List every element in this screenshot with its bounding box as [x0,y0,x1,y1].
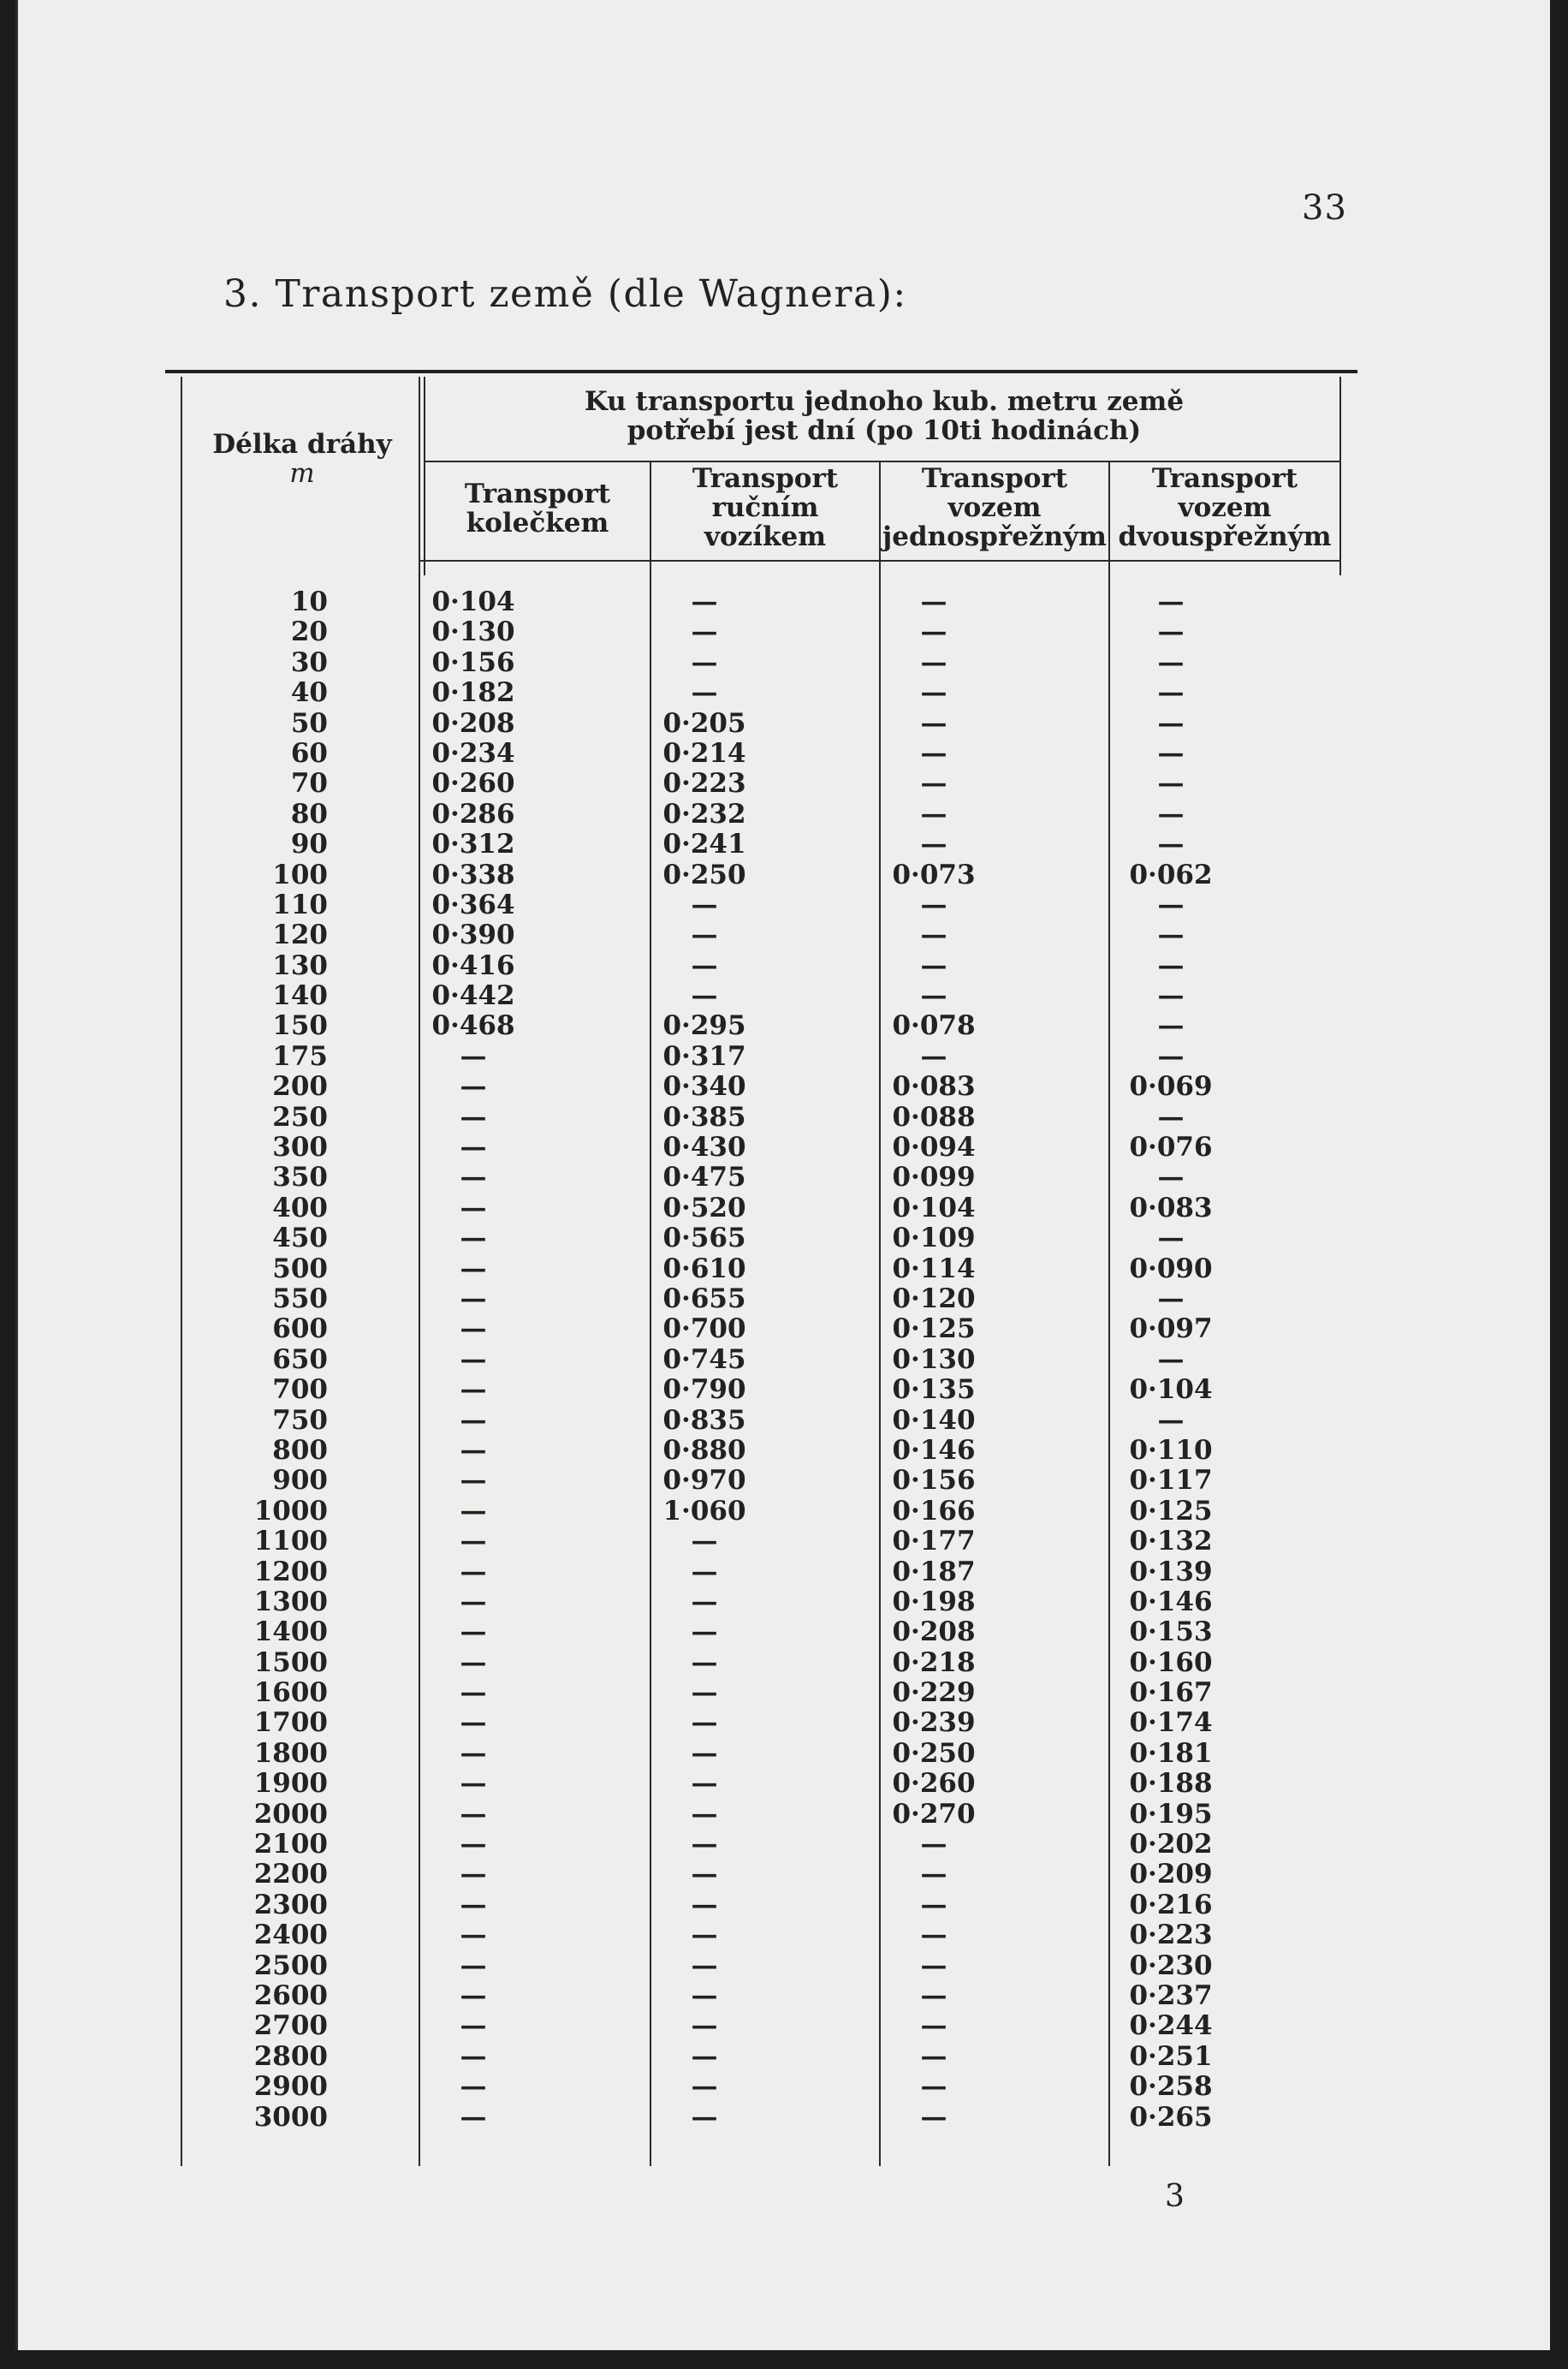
length-cell: 50 [290,707,328,739]
vozikem-cell: 0·340 [662,1071,746,1103]
jednosprezny-cell: — [920,980,947,1012]
dvousprezny-cell: 0·104 [1129,1374,1213,1406]
kolecka-cell: — [460,1495,487,1527]
dvousprezny-cell: 0·076 [1129,1132,1213,1164]
vozikem-cell: — [691,1768,718,1800]
length-cell: 2700 [253,2010,328,2042]
length-cell: 2900 [253,2071,328,2103]
jednosprezny-cell: 0·114 [892,1253,976,1284]
length-cell: 500 [272,1253,328,1284]
document-page [15,0,1550,2350]
length-cell: 80 [290,798,328,830]
jednosprezny-cell: — [920,616,947,648]
header-col-vozikem-line2: ručním [711,492,819,523]
dvousprezny-cell: — [1157,616,1185,648]
dvousprezny-cell: 0·097 [1129,1313,1213,1345]
length-cell: 1300 [253,1586,328,1617]
jednosprezny-cell: — [920,677,947,709]
column-divider-length-double [424,377,425,575]
dvousprezny-cell: 0·202 [1129,1829,1213,1860]
header-col-jednosprezny-line3: jednospřežným [882,521,1107,552]
jednosprezny-cell: — [920,1920,947,1951]
jednosprezny-cell: — [920,586,947,617]
jednosprezny-cell: 0·260 [892,1768,976,1800]
length-cell: 100 [272,859,328,890]
dvousprezny-cell: — [1157,920,1185,951]
dvousprezny-cell: 0·160 [1129,1646,1213,1678]
vozikem-cell: — [691,2010,718,2042]
section-title: 3. Transport země (dle Wagnera): [223,272,907,316]
length-cell: 2600 [253,1979,328,2011]
kolecka-cell: — [460,1465,487,1497]
length-cell: 1400 [253,1616,328,1648]
jednosprezny-cell: 0·156 [892,1465,976,1497]
dvousprezny-cell: — [1157,798,1185,830]
length-cell: 600 [272,1313,328,1345]
table-top-rule [165,370,1357,373]
header-length [191,430,413,488]
kolecka-cell: 0·468 [431,1010,515,1042]
vozikem-cell: — [691,1616,718,1648]
kolecka-cell: 0·286 [431,798,515,830]
dvousprezny-cell: — [1157,949,1185,981]
dvousprezny-cell: — [1157,646,1185,678]
page-number: 33 [1302,188,1347,228]
column-jednosprezny [848,587,1019,2133]
dvousprezny-cell: 0·181 [1129,1737,1213,1769]
kolecka-cell: — [460,1859,487,1890]
dvousprezny-cell: — [1157,1223,1185,1254]
header-col-kolecka-line2: kolečkem [466,508,609,539]
dvousprezny-cell: 0·237 [1129,1979,1213,2011]
vozikem-cell: — [691,1707,718,1739]
vozikem-cell: — [691,646,718,678]
kolecka-cell: — [460,1737,487,1769]
dvousprezny-cell: 0·139 [1129,1556,1213,1587]
length-cell: 2400 [253,1920,328,1951]
dvousprezny-cell: 0·083 [1129,1192,1213,1223]
dvousprezny-cell: 0·174 [1129,1707,1213,1739]
header-col-vozikem-line3: vozíkem [704,521,827,552]
header-bottom-rule [419,560,1341,562]
header-col-kolecka-line1: Transport [464,479,611,509]
length-cell: 20 [290,616,328,648]
length-cell: 1600 [253,1677,328,1709]
header-col-dvousprezny-line1: Transport [1151,463,1298,494]
vozikem-cell: 0·232 [662,798,746,830]
kolecka-cell: — [460,1979,487,2011]
dvousprezny-cell: 0·167 [1129,1677,1213,1709]
kolecka-cell: — [460,1071,487,1103]
vozikem-cell: 0·250 [662,859,746,890]
table-right-border [1339,377,1341,575]
vozikem-cell: 0·790 [662,1374,746,1406]
vozikem-cell: 0·241 [662,829,746,860]
dvousprezny-cell: — [1157,1040,1185,1072]
vozikem-cell: 1·060 [662,1495,746,1527]
length-cell: 200 [272,1071,328,1103]
kolecka-cell: — [460,1374,487,1406]
header-col-dvousprezny-line3: dvouspřežným [1118,521,1332,552]
vozikem-cell: — [691,1798,718,1830]
footer-signature-number: 3 [1165,2179,1185,2214]
vozikem-cell: — [691,2040,718,2072]
length-cell: 3000 [253,2101,328,2133]
kolecka-cell: — [460,1526,487,1557]
vozikem-cell: — [691,1737,718,1769]
length-cell: 650 [272,1343,328,1375]
vozikem-cell: 0·223 [662,768,746,800]
jednosprezny-cell: — [920,920,947,951]
header-length-unit: m [289,458,315,489]
vozikem-cell: — [691,889,718,920]
header-length-label: Délka dráhy [212,429,392,460]
kolecka-cell: — [460,1768,487,1800]
kolecka-cell: — [460,1101,487,1133]
jednosprezny-cell: 0·088 [892,1101,976,1133]
dvousprezny-cell: 0·188 [1129,1768,1213,1800]
vozikem-cell: 0·655 [662,1283,746,1314]
length-cell: 1800 [253,1737,328,1769]
dvousprezny-cell: 0·125 [1129,1495,1213,1527]
vozikem-cell: — [691,1889,718,1920]
jednosprezny-cell: 0·130 [892,1343,976,1375]
dvousprezny-cell: — [1157,737,1185,769]
length-cell: 700 [272,1374,328,1406]
length-cell: 400 [272,1192,328,1223]
kolecka-cell: 0·260 [431,768,515,800]
jednosprezny-cell: 0·270 [892,1798,976,1830]
kolecka-cell: 0·364 [431,889,515,920]
jednosprezny-cell: — [920,1889,947,1920]
length-cell: 300 [272,1132,328,1164]
jednosprezny-cell: 0·104 [892,1192,976,1223]
length-cell: 2000 [253,1798,328,1830]
kolecka-cell: 0·390 [431,920,515,951]
vozikem-cell: — [691,949,718,981]
vozikem-cell: 0·745 [662,1343,746,1375]
kolecka-cell: 0·234 [431,737,515,769]
length-cell: 140 [272,980,328,1012]
kolecka-cell: — [460,1677,487,1709]
length-cell: 2100 [253,1829,328,1860]
column-dvousprezny [1077,587,1265,2133]
jednosprezny-cell: — [920,1829,947,1860]
jednosprezny-cell: — [920,737,947,769]
vozikem-cell: — [691,1829,718,1860]
dvousprezny-cell: — [1157,1404,1185,1436]
vozikem-cell: 0·520 [662,1192,746,1223]
dvousprezny-cell: 0·153 [1129,1616,1213,1648]
length-cell: 800 [272,1434,328,1466]
dvousprezny-cell: 0·251 [1129,2040,1213,2072]
kolecka-cell: — [460,1829,487,1860]
vozikem-cell: 0·205 [662,707,746,739]
dvousprezny-cell: — [1157,1101,1185,1133]
jednosprezny-cell: — [920,829,947,860]
vozikem-cell: — [691,586,718,617]
vozikem-cell: — [691,616,718,648]
kolecka-cell: — [460,1616,487,1648]
header-col-dvousprezny [1110,464,1339,551]
kolecka-cell: — [460,1343,487,1375]
group-header-rule [424,461,1341,462]
dvousprezny-cell: 0·132 [1129,1526,1213,1557]
jednosprezny-cell: — [920,1859,947,1890]
vozikem-cell: 0·295 [662,1010,746,1042]
length-cell: 90 [290,829,328,860]
jednosprezny-cell: 0·218 [892,1646,976,1678]
length-cell: 250 [272,1101,328,1133]
length-cell: 550 [272,1283,328,1314]
dvousprezny-cell: — [1157,829,1185,860]
kolecka-cell: 0·104 [431,586,515,617]
dvousprezny-cell: — [1157,707,1185,739]
jednosprezny-cell: 0·229 [892,1677,976,1709]
length-cell: 70 [290,768,328,800]
jednosprezny-cell: 0·198 [892,1586,976,1617]
jednosprezny-cell: 0·099 [892,1162,976,1193]
vozikem-cell: — [691,1859,718,1890]
vozikem-cell: — [691,1586,718,1617]
jednosprezny-cell: 0·109 [892,1223,976,1254]
dvousprezny-cell: — [1157,1010,1185,1042]
dvousprezny-cell: 0·146 [1129,1586,1213,1617]
vozikem-cell: 0·835 [662,1404,746,1436]
vozikem-cell: 0·565 [662,1223,746,1254]
dvousprezny-cell: — [1157,1162,1185,1193]
length-cell: 900 [272,1465,328,1497]
jednosprezny-cell: 0·140 [892,1404,976,1436]
kolecka-cell: — [460,2101,487,2133]
dvousprezny-cell: 0·195 [1129,1798,1213,1830]
jednosprezny-cell: 0·125 [892,1313,976,1345]
dvousprezny-cell: 0·110 [1129,1434,1213,1466]
dvousprezny-cell: — [1157,980,1185,1012]
jednosprezny-cell: 0·146 [892,1434,976,1466]
jednosprezny-cell: — [920,1949,947,1981]
length-cell: 120 [272,920,328,951]
jednosprezny-cell: — [920,2071,947,2103]
length-cell: 10 [290,586,328,617]
dvousprezny-cell: 0·069 [1129,1071,1213,1103]
jednosprezny-cell: 0·073 [892,859,976,890]
jednosprezny-cell: 0·083 [892,1071,976,1103]
kolecka-cell: 0·156 [431,646,515,678]
vozikem-cell: — [691,1677,718,1709]
kolecka-cell: 0·182 [431,677,515,709]
kolecka-cell: — [460,2010,487,2042]
vozikem-cell: — [691,677,718,709]
length-cell: 1000 [253,1495,328,1527]
vozikem-cell: 0·610 [662,1253,746,1284]
length-cell: 2200 [253,1859,328,1890]
length-cell: 60 [290,737,328,769]
header-col-jednosprezny-line1: Transport [921,463,1068,494]
jednosprezny-cell: 0·177 [892,1526,976,1557]
kolecka-cell: — [460,1162,487,1193]
kolecka-cell: — [460,1132,487,1164]
dvousprezny-cell: 0·209 [1129,1859,1213,1890]
vozikem-cell: — [691,1920,718,1951]
length-cell: 130 [272,949,328,981]
kolecka-cell: 0·416 [431,949,515,981]
kolecka-cell: — [460,1556,487,1587]
length-cell: 40 [290,677,328,709]
dvousprezny-cell: 0·216 [1129,1889,1213,1920]
vozikem-cell: 0·700 [662,1313,746,1345]
dvousprezny-cell: 0·230 [1129,1949,1213,1981]
vozikem-cell: — [691,1526,718,1557]
vozikem-cell: 0·880 [662,1434,746,1466]
kolecka-cell: — [460,1646,487,1678]
kolecka-cell: 0·130 [431,616,515,648]
vozikem-cell: 0·430 [662,1132,746,1164]
dvousprezny-cell: — [1157,677,1185,709]
kolecka-cell: — [460,1586,487,1617]
length-cell: 30 [290,646,328,678]
dvousprezny-cell: 0·244 [1129,2010,1213,2042]
jednosprezny-cell: — [920,889,947,920]
header-col-jednosprezny-line2: vozem [947,492,1042,523]
length-cell: 110 [272,889,328,920]
vozikem-cell: — [691,1979,718,2011]
vozikem-cell: — [691,2101,718,2133]
kolecka-cell: — [460,1889,487,1920]
jednosprezny-cell: 0·250 [892,1737,976,1769]
jednosprezny-cell: 0·135 [892,1374,976,1406]
jednosprezny-cell: — [920,2010,947,2042]
jednosprezny-cell: 0·208 [892,1616,976,1648]
jednosprezny-cell: 0·166 [892,1495,976,1527]
dvousprezny-cell: 0·062 [1129,859,1213,890]
jednosprezny-cell: — [920,707,947,739]
kolecka-cell: 0·208 [431,707,515,739]
column-kolecka [388,587,559,2133]
jednosprezny-cell: 0·239 [892,1707,976,1739]
transport-table [165,370,1357,2168]
kolecka-cell: 0·338 [431,859,515,890]
vozikem-cell: 0·317 [662,1040,746,1072]
jednosprezny-cell: 0·120 [892,1283,976,1314]
header-col-vozikem [651,464,879,551]
jednosprezny-cell: — [920,646,947,678]
length-cell: 2800 [253,2040,328,2072]
vozikem-cell: — [691,1556,718,1587]
vozikem-cell: 0·475 [662,1162,746,1193]
length-cell: 1700 [253,1707,328,1739]
vozikem-cell: — [691,1949,718,1981]
length-cell: 2500 [253,1949,328,1981]
header-group-line1: Ku transportu jednoho kub. metru země [584,386,1185,417]
length-cell: 150 [272,1010,328,1042]
kolecka-cell: — [460,1707,487,1739]
kolecka-cell: — [460,1223,487,1254]
dvousprezny-cell: — [1157,768,1185,800]
kolecka-cell: — [460,2040,487,2072]
kolecka-cell: — [460,1920,487,1951]
dvousprezny-cell: — [1157,889,1185,920]
jednosprezny-cell: — [920,768,947,800]
kolecka-cell: 0·312 [431,829,515,860]
length-cell: 2300 [253,1889,328,1920]
vozikem-cell: — [691,980,718,1012]
length-cell: 1100 [253,1526,328,1557]
dvousprezny-cell: — [1157,1283,1185,1314]
kolecka-cell: — [460,2071,487,2103]
column-vozikem [619,587,790,2133]
kolecka-cell: — [460,1949,487,1981]
vozikem-cell: 0·970 [662,1465,746,1497]
vozikem-cell: 0·214 [662,737,746,769]
jednosprezny-cell: — [920,1979,947,2011]
dvousprezny-cell: — [1157,586,1185,617]
header-col-jednosprezny [881,464,1108,551]
jednosprezny-cell: — [920,798,947,830]
kolecka-cell: — [460,1192,487,1223]
dvousprezny-cell: — [1157,1343,1185,1375]
length-cell: 450 [272,1223,328,1254]
vozikem-cell: — [691,920,718,951]
vozikem-cell: 0·385 [662,1101,746,1133]
header-group [431,387,1338,445]
header-col-kolecka [425,479,650,538]
length-cell: 1900 [253,1768,328,1800]
dvousprezny-cell: 0·258 [1129,2071,1213,2103]
length-cell: 1200 [253,1556,328,1587]
vozikem-cell: — [691,2071,718,2103]
kolecka-cell: — [460,1253,487,1284]
kolecka-cell: — [460,1434,487,1466]
kolecka-cell: — [460,1283,487,1314]
kolecka-cell: 0·442 [431,980,515,1012]
kolecka-cell: — [460,1404,487,1436]
vozikem-cell: — [691,1646,718,1678]
length-cell: 175 [272,1040,328,1072]
table-left-border [181,377,182,2166]
kolecka-cell: — [460,1040,487,1072]
jednosprezny-cell: 0·187 [892,1556,976,1587]
kolecka-cell: — [460,1313,487,1345]
jednosprezny-cell: — [920,1040,947,1072]
jednosprezny-cell: — [920,949,947,981]
dvousprezny-cell: 0·117 [1129,1465,1213,1497]
jednosprezny-cell: 0·078 [892,1010,976,1042]
header-group-line2: potřebí jest dní (po 10ti hodinách) [627,415,1142,446]
jednosprezny-cell: 0·094 [892,1132,976,1164]
length-cell: 750 [272,1404,328,1436]
column-lengths [191,587,328,2133]
kolecka-cell: — [460,1798,487,1830]
length-cell: 350 [272,1162,328,1193]
length-cell: 1500 [253,1646,328,1678]
header-col-vozikem-line1: Transport [692,463,839,494]
jednosprezny-cell: — [920,2101,947,2133]
dvousprezny-cell: 0·223 [1129,1920,1213,1951]
header-col-dvousprezny-line2: vozem [1178,492,1272,523]
jednosprezny-cell: — [920,2040,947,2072]
dvousprezny-cell: 0·265 [1129,2101,1213,2133]
dvousprezny-cell: 0·090 [1129,1253,1213,1284]
